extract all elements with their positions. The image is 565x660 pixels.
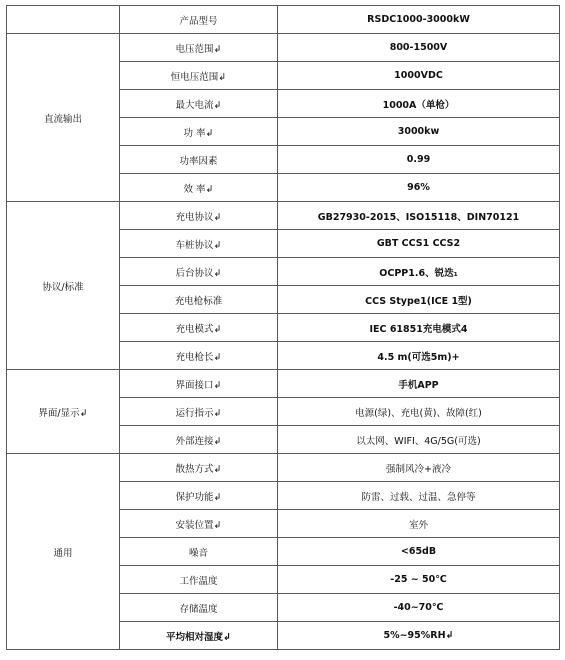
table-row-header	[7, 6, 560, 34]
param-label: 界面接口↲	[120, 370, 278, 398]
param-label: 后台协议↲	[120, 258, 278, 286]
param-value: OCPP1.6、锐迭₁	[278, 258, 560, 286]
table-row	[7, 34, 560, 62]
param-label: 充电协议↲	[120, 202, 278, 230]
table-row	[7, 370, 560, 398]
param-label: 保护功能↲	[120, 482, 278, 510]
param-label: 恒电压范围↲	[120, 62, 278, 90]
category-interface-display: 界面/显示↲	[7, 370, 120, 454]
header-empty-cell	[7, 6, 120, 34]
header-value: RSDC1000-3000kW	[278, 6, 560, 34]
param-value: 0.99	[278, 146, 560, 174]
header-label: 产品型号	[120, 6, 278, 34]
param-label: 充电模式↲	[120, 314, 278, 342]
category-general: 通用	[7, 454, 120, 650]
param-value: 电源(绿)、充电(黄)、故障(红)	[278, 398, 560, 426]
category-dc-output: 直流输出	[7, 34, 120, 202]
param-value: 手机APP	[278, 370, 560, 398]
param-label: 充电枪长↲	[120, 342, 278, 370]
param-value: 1000VDC	[278, 62, 560, 90]
param-label: 充电枪标准	[120, 286, 278, 314]
param-label: 噪音	[120, 538, 278, 566]
param-value: -25 ~ 50℃	[278, 566, 560, 594]
param-value: <65dB	[278, 538, 560, 566]
param-label: 运行指示↲	[120, 398, 278, 426]
param-value: 3000kw	[278, 118, 560, 146]
param-label: 最大电流↲	[120, 90, 278, 118]
param-label: 效 率↲	[120, 174, 278, 202]
param-value: 800-1500V	[278, 34, 560, 62]
param-value: 4.5 m(可选5m)+	[278, 342, 560, 370]
param-value: 96%	[278, 174, 560, 202]
param-label: 存储温度	[120, 594, 278, 622]
param-value: CCS Stype1(ICE 1型)	[278, 286, 560, 314]
category-protocol-standard: 协议/标准	[7, 202, 120, 370]
param-value: 室外	[278, 510, 560, 538]
table-row	[7, 202, 560, 230]
param-value: -40~70℃	[278, 594, 560, 622]
param-label: 外部连接↲	[120, 426, 278, 454]
param-value: 防雷、过载、过温、急停等	[278, 482, 560, 510]
param-value: 以太网、WIFI、4G/5G(可选)	[278, 426, 560, 454]
param-label: 散热方式↲	[120, 454, 278, 482]
param-label: 功 率↲	[120, 118, 278, 146]
param-value: GB27930-2015、ISO15118、DIN70121	[278, 202, 560, 230]
param-value: 1000A（单枪）	[278, 90, 560, 118]
table-row	[7, 454, 560, 482]
param-label: 功率因素	[120, 146, 278, 174]
spec-table	[6, 5, 560, 650]
param-value: 5%~95%RH↲	[278, 622, 560, 650]
param-value: GBT CCS1 CCS2	[278, 230, 560, 258]
param-label: 安装位置↲	[120, 510, 278, 538]
param-label: 平均相对湿度↲	[120, 622, 278, 650]
param-label: 车桩协议↲	[120, 230, 278, 258]
param-label: 电压范围↲	[120, 34, 278, 62]
param-value: IEC 61851充电模式4	[278, 314, 560, 342]
param-value: 强制风冷+液冷	[278, 454, 560, 482]
param-label: 工作温度	[120, 566, 278, 594]
